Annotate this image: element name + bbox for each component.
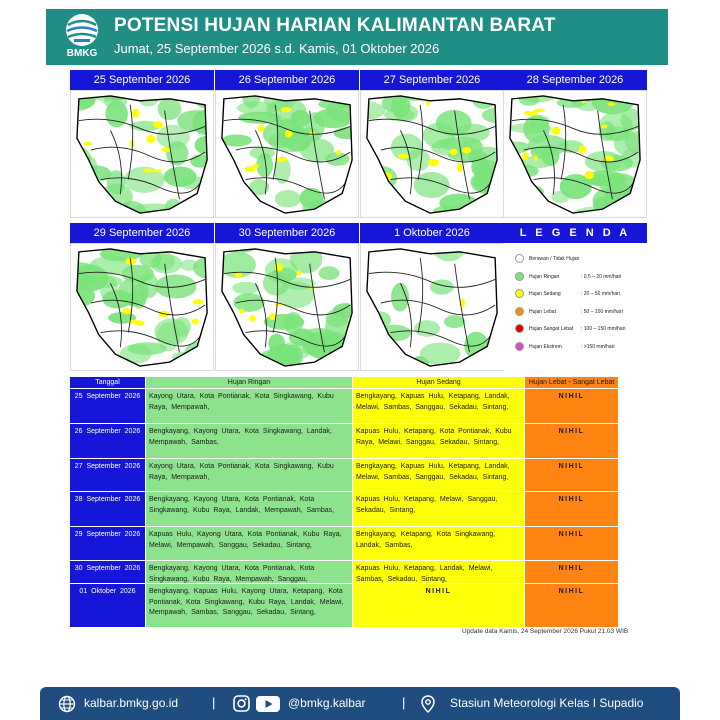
table-row	[70, 492, 618, 526]
logo-text: BMKG	[66, 48, 98, 59]
row-date: 27 September 2026	[70, 459, 145, 491]
legend-name: Berawan / Tidak Hujan	[529, 256, 580, 262]
map-panel	[503, 70, 647, 218]
rain-map	[70, 243, 214, 371]
legend-swatch	[515, 254, 524, 263]
row-date: 29 September 2026	[70, 527, 145, 560]
rain-map	[70, 90, 214, 218]
row-hujan-lebat: NIHIL	[525, 459, 618, 491]
row-hujan-ringan: Bengkayang, Kayong Utara, Kota Pontianak, Kota Singkawang, Kubu Raya, Mempawah, Sanggau,	[146, 561, 352, 583]
map-panel	[360, 223, 504, 371]
header-hujan-ringan: Hujan Ringan	[146, 377, 352, 388]
row-hujan-lebat: NIHIL	[525, 424, 618, 458]
row-hujan-ringan: Kayong Utara, Kota Pontianak, Kota Singkawang, Kubu Raya, Mempawah,	[146, 459, 352, 491]
map-panel	[215, 70, 359, 218]
row-hujan-sedang: Bengkayang, Ketapang, Kota Singkawang, Landak, Sambas,	[353, 527, 524, 560]
row-hujan-ringan: Bengkayang, Kapuas Hulu, Kayong Utara, Ketapang, Kota Pontianak, Kota Singkawang, Kubu Raya, Landak, Melawi, Mempawah, Sambas, Sanggau, Sekadau, Sintang,	[146, 584, 352, 627]
table-row	[70, 561, 618, 583]
location-pin-icon	[421, 695, 435, 713]
legend-item	[515, 251, 637, 269]
legend-range: : >150 mm/hari	[581, 343, 615, 350]
legend-name: Hujan Lebat	[529, 308, 556, 315]
rain-map	[215, 243, 359, 371]
page-title: POTENSI HUJAN HARIAN KALIMANTAN BARAT	[114, 15, 556, 36]
row-date: 25 September 2026	[70, 389, 145, 423]
website-link[interactable]: kalbar.bmkg.go.id	[84, 696, 179, 710]
row-hujan-sedang: Bengkayang, Kapuas Hulu, Ketapang, Landak, Melawi, Sambas, Sanggau, Sekadau, Sintang,	[353, 459, 524, 491]
row-hujan-sedang: NIHIL	[353, 584, 524, 627]
rain-map	[215, 90, 359, 218]
legend-swatch	[515, 342, 524, 351]
header-hujan-sedang: Hujan Sedang	[353, 377, 524, 388]
legend-item	[515, 339, 637, 357]
kalbar-map	[216, 91, 358, 217]
header-hujan-lebat: Hujan Lebat - Sangat Lebat	[525, 377, 618, 388]
row-hujan-ringan: Kapuas Hulu, Kayong Utara, Kota Pontianak, Kubu Raya, Melawi, Mempawah, Sanggau, Sekadau, Sintang,	[146, 527, 352, 560]
legend-item	[515, 304, 637, 322]
legend-swatch	[515, 307, 524, 316]
row-hujan-lebat: NIHIL	[525, 527, 618, 560]
kalbar-map	[71, 244, 213, 370]
row-hujan-ringan: Bengkayang, Kayong Utara, Kota Singkawang, Landak, Mempawah, Sambas,	[146, 424, 352, 458]
row-hujan-lebat: NIHIL	[525, 389, 618, 423]
row-hujan-lebat: NIHIL	[525, 492, 618, 526]
table-row	[70, 527, 618, 560]
map-date-label: 28 September 2026	[503, 70, 647, 90]
kalbar-map	[71, 91, 213, 217]
map-panel	[70, 223, 214, 371]
legend-name: Hujan Sangat Lebat	[529, 326, 574, 332]
map-date-label: 1 Oktober 2026	[360, 223, 504, 243]
table-row	[70, 424, 618, 458]
legend-name: Hujan Ringan	[529, 273, 560, 280]
map-date-label: 27 September 2026	[360, 70, 504, 90]
header-banner	[46, 9, 668, 65]
map-date-label: 30 September 2026	[215, 223, 359, 243]
table-row	[70, 584, 618, 627]
kalbar-map	[361, 244, 503, 370]
legend-panel	[503, 223, 647, 376]
instagram-icon[interactable]	[233, 695, 250, 712]
globe-icon	[58, 695, 76, 713]
rain-map	[503, 90, 647, 218]
rain-map	[360, 90, 504, 218]
legend-range: : 50 – 100 mm/hari	[581, 308, 623, 315]
legend-range: : 100 – 150 mm/hari	[581, 326, 626, 332]
legend-range: : 20 – 50 mm/hari	[581, 291, 620, 297]
row-date: 26 September 2026	[70, 424, 145, 458]
legend-swatch	[515, 324, 524, 333]
forecast-table	[70, 377, 618, 627]
row-hujan-ringan: Bengkayang, Kayong Utara, Kota Pontianak, Kota Singkawang, Kubu Raya, Landak, Mempawah, Sambas,	[146, 492, 352, 526]
row-hujan-sedang: Kapuas Hulu, Ketapang, Melawi, Sanggau, Sekadau, Sintang,	[353, 492, 524, 526]
row-hujan-ringan: Kayong Utara, Kota Pontianak, Kota Singkawang, Kubu Raya, Mempawah,	[146, 389, 352, 423]
map-date-label: 29 September 2026	[70, 223, 214, 243]
social-handle[interactable]: @bmkg.kalbar	[288, 696, 366, 710]
update-note: Update data Kamis, 24 September 2026 Pukul 21.03 WIB	[462, 628, 629, 635]
row-hujan-sedang: Kapuas Hulu, Ketapang, Kota Pontianak, Kubu Raya, Melawi, Sanggau, Sekadau, Sintang,	[353, 424, 524, 458]
map-grid	[70, 70, 644, 376]
map-panel	[360, 70, 504, 218]
kalbar-map	[361, 91, 503, 217]
kalbar-map	[504, 91, 646, 217]
youtube-icon[interactable]	[256, 696, 280, 712]
row-date: 30 September 2026	[70, 561, 145, 583]
legend-swatch	[515, 289, 524, 298]
legend-item	[515, 321, 637, 339]
page-subtitle: Jumat, 25 September 2026 s.d. Kamis, 01 Oktober 2026	[114, 41, 440, 56]
legend-item	[515, 286, 637, 304]
bmkg-logo	[60, 13, 104, 61]
table-row	[70, 459, 618, 491]
header-tanggal: Tanggal	[70, 377, 145, 388]
table-row	[70, 389, 618, 423]
legend-name: Hujan Ekstrem	[529, 343, 562, 350]
legend-name: Hujan Sedang	[529, 291, 561, 297]
row-hujan-lebat: NIHIL	[525, 584, 618, 627]
row-date: 01 Oktober 2026	[70, 584, 145, 627]
footer-separator: |	[402, 695, 406, 710]
map-date-label: 25 September 2026	[70, 70, 214, 90]
row-hujan-lebat: NIHIL	[525, 561, 618, 583]
bmkg-logo-icon	[60, 13, 104, 47]
table-header	[70, 377, 618, 388]
legend-item	[515, 269, 637, 287]
map-panel	[215, 223, 359, 371]
footer-separator: |	[212, 695, 216, 710]
legend-swatch	[515, 272, 524, 281]
kalbar-map	[216, 244, 358, 370]
map-date-label: 26 September 2026	[215, 70, 359, 90]
station-name: Stasiun Meteorologi Kelas I Supadio	[450, 696, 644, 710]
rain-map	[360, 243, 504, 371]
legend-range: : 0.5 – 20 mm/hari	[581, 273, 622, 280]
row-date: 28 September 2026	[70, 492, 145, 526]
row-hujan-sedang: Bengkayang, Kapuas Hulu, Ketapang, Landak, Melawi, Sambas, Sanggau, Sekadau, Sintang,	[353, 389, 524, 423]
map-panel	[70, 70, 214, 218]
footer-bar	[40, 687, 680, 720]
legend-title: L E G E N D A	[503, 223, 647, 243]
row-hujan-sedang: Kapuas Hulu, Ketapang, Landak, Melawi, Sambas, Sekadau, Sintang,	[353, 561, 524, 583]
legend	[503, 243, 647, 376]
